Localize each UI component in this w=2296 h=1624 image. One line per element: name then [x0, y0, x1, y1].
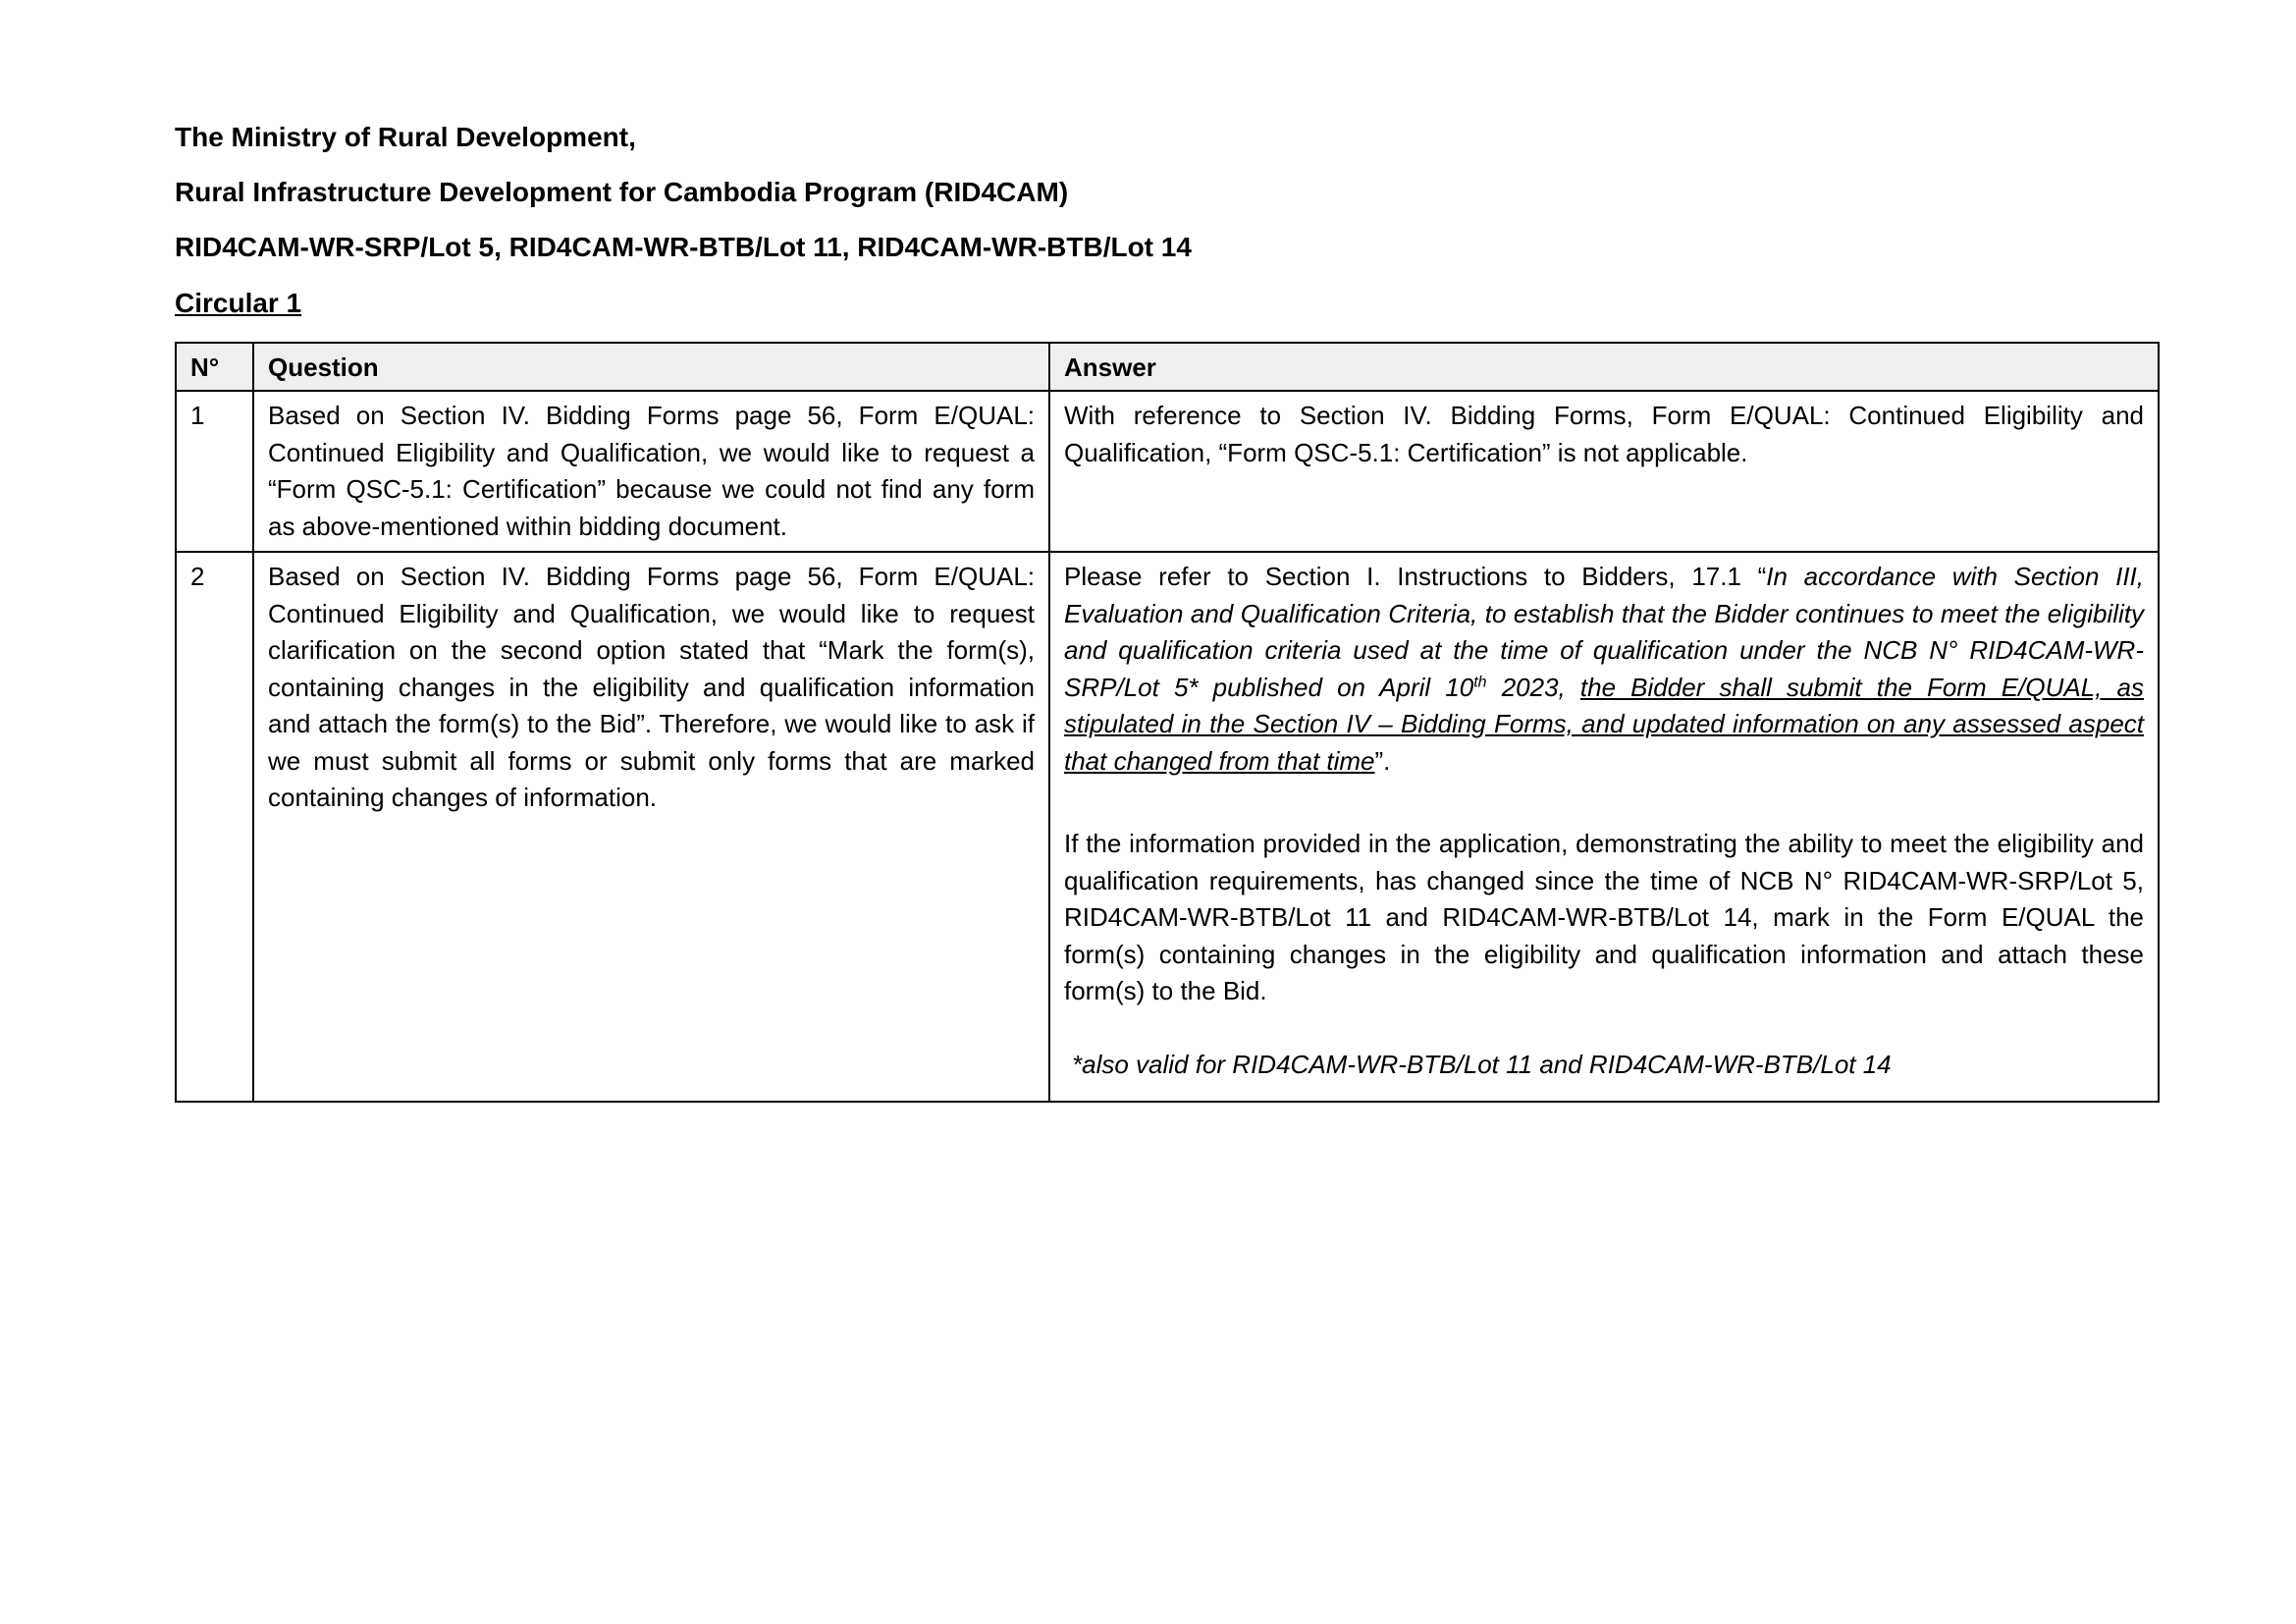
column-header-number: N°: [176, 343, 253, 391]
answer-quote-year: 2023,: [1486, 672, 1580, 702]
ordinal-suffix: th: [1473, 673, 1487, 690]
answer-cell: [1049, 552, 2159, 1102]
table-row: [176, 552, 2159, 1102]
answer-quote-close: ”.: [1374, 745, 1391, 776]
table-row: [176, 391, 2159, 552]
answer-paragraph-2: If the information provided in the application, demonstrating the ability to meet the eligibility and qualification requirements, has changed since the time of NCB N° RID4CAM-WR-SRP/Lot 5, RID4CAM-WR-BTB/Lot 11 and RID4CAM-WR-BTB/Lot 14, mark in the Form E/QUAL the form(s) containing changes in the eligibility and qualification information and attach these form(s) to the Bid.: [1064, 829, 2144, 1005]
qa-table: [175, 342, 2160, 1103]
lots-heading: RID4CAM-WR-SRP/Lot 5, RID4CAM-WR-BTB/Lot 11, RID4CAM-WR-BTB/Lot 14: [175, 232, 1192, 262]
answer-quote: In accordance with Section III, Evaluation and Qualification Criteria, to establish that the Bidder continues to meet the eligibility and qualification criteria used at the time of qualification under the NCB N° RID4CAM-WR-SRP/Lot 5* published on April 10: [1064, 562, 2144, 702]
row-number: 1: [176, 391, 253, 552]
program-heading: Rural Infrastructure Development for Cambodia Program (RID4CAM): [175, 177, 1069, 207]
ministry-heading: The Ministry of Rural Development,: [175, 122, 636, 152]
row-number: 2: [176, 552, 253, 1102]
column-header-answer: Answer: [1049, 343, 2159, 391]
column-header-question: Question: [253, 343, 1049, 391]
answer-cell: With reference to Section IV. Bidding Forms, Form E/QUAL: Continued Eligibility and Qualification, “Form QSC-5.1: Certification” is not applicable.: [1049, 391, 2159, 552]
answer-paragraph-1: [1064, 559, 2144, 780]
circular-heading: Circular 1: [175, 288, 302, 318]
question-cell: Based on Section IV. Bidding Forms page 56, Form E/QUAL: Continued Eligibility and Qualification, we would like to request a “Form QSC-5.1: Certification” because we could not find any form as above-mentioned within bidding document.: [253, 391, 1049, 552]
answer-quote-underlined: the Bidder shall submit the Form E/QUAL, as stipulated in the Section IV – Bidding Forms, and updated information on any assessed aspect that changed from that time: [1064, 672, 2144, 776]
question-cell: Based on Section IV. Bidding Forms page 56, Form E/QUAL: Continued Eligibility and Qualification, we would like to request clarification on the second option stated that “Mark the form(s), containing changes in the eligibility and qualification information and attach the form(s) to the Bid”. Therefore, we would like to ask if we must submit all forms or submit only forms that are marked containing changes of information.: [253, 552, 1049, 1102]
answer-prefix: Please refer to Section I. Instructions to Bidders, 17.1 “: [1064, 562, 1767, 591]
answer-note: *also valid for RID4CAM-WR-BTB/Lot 11 and RID4CAM-WR-BTB/Lot 14: [1072, 1049, 1892, 1079]
table-header-row: [176, 343, 2159, 391]
